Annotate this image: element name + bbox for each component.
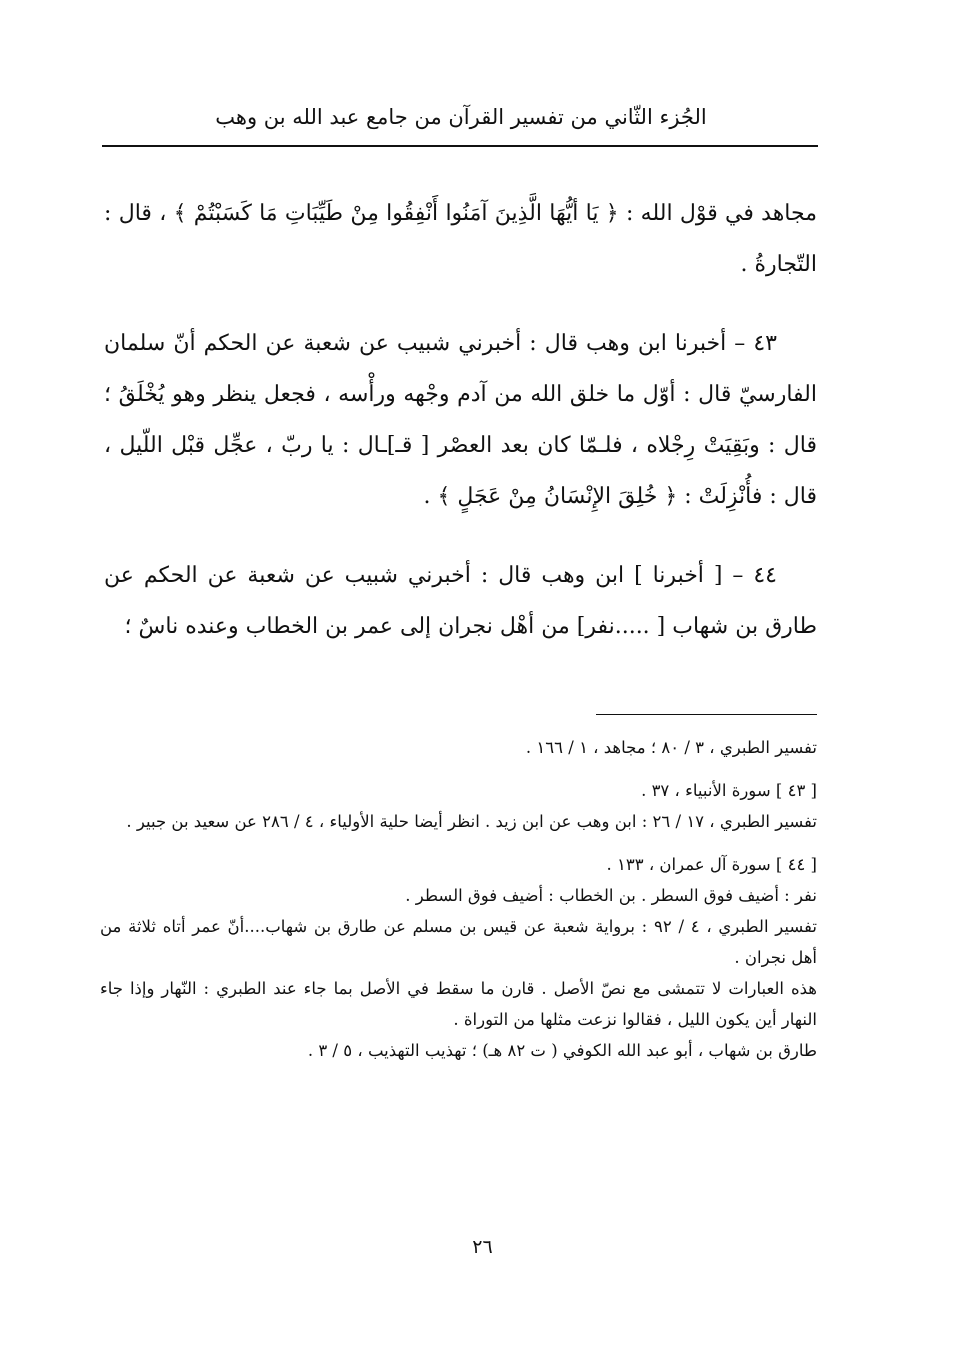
footnote-item: [ ٤٤ ] سورة آل عمران ، ١٣٣ . xyxy=(606,855,817,874)
footnote-item: هذه العبارات لا تتمشى مع نصّ الأصل . قارن ما سقط في الأصل بما جاء عند الطبري : النّهار وإذا جاء النهار أين يكون الليل ، فقالوا نزعت مثلها من التوراة . xyxy=(100,979,817,1029)
footnote-item: تفسير الطبري ، ٤ / ٩٢ : برواية شعبة عن قيس بن مسلم عن طارق بن شهاب....أنّ عمر أتاه ثلاثة من أهل نجران . xyxy=(100,917,817,967)
main-text xyxy=(104,188,817,652)
running-header: الجُزء الثّاني من تفسير القرآن من جامع عبد الله بن وهب xyxy=(215,105,707,129)
paragraph-continuation: مجاهد في قوْل الله : ﴿ يَا أيُّهَا الَّذِينَ آمَنُوا أَنْفِقُوا مِنْ طَيِّبَاتِ مَا كَسَبْتُمْ ﴾ ، قال : التّجارةُ . xyxy=(104,201,817,277)
footnotes xyxy=(100,732,817,1066)
footnote-rule xyxy=(596,714,817,715)
footnote-item: [ ٤٣ ] سورة الأنبياء ، ٣٧ . xyxy=(641,781,817,800)
paragraph-43: ٤٣ – أخبرنا ابن وهب قال : أخبرني شبيب عن شعبة عن الحكم أنّ سلمان الفارسيّ قال : أوّل ما خلق الله من آدم وجْهه ورأْسه ، فجعل ينظر وهو يُخْلَقُ ؛ قال : وبَقِيَتْ رِجْلاه ، فلـمّا كان بعد العصْر [ قـ]ـال : يا ربّ ، عجِّل قبْل اللّيل ، قال : فأُنْزِلَتْ : ﴿ خُلِقَ الإِنْسَانُ مِنْ عَجَلٍ ﴾ . xyxy=(104,331,817,509)
footnote-item: طارق بن شهاب ، أبو عبد الله الكوفي ( ت ٨٢ هـ) ؛ تهذيب التهذيب ، ٥ / ٣ . xyxy=(307,1041,817,1060)
footnote-item: نفر : أضيف فوق السطر . بن الخطاب : أضيف فوق السطر . xyxy=(405,886,817,905)
paragraph-44: ٤٤ – [ أخبرنا ] ابن وهب قال : أخبرني شبيب عن شعبة عن الحكم عن طارق بن شهاب [ .....نفر] من أهْل نجران إلى عمر بن الخطاب وعنده ناسٌ ؛ xyxy=(104,563,817,639)
footnote-item: تفسير الطبري ، ١٧ / ٢٦ : ابن وهب عن ابن زيد . انظر أيضا حلية الأولياء ، ٤ / ٢٨٦ عن سعيد بن جبير . xyxy=(126,812,817,831)
header-rule xyxy=(102,145,818,147)
page-number: ٢٦ xyxy=(472,1236,493,1258)
footnote-item: تفسير الطبري ، ٣ / ٨٠ ؛ مجاهد ، ١ / ١٦٦ . xyxy=(525,738,817,757)
